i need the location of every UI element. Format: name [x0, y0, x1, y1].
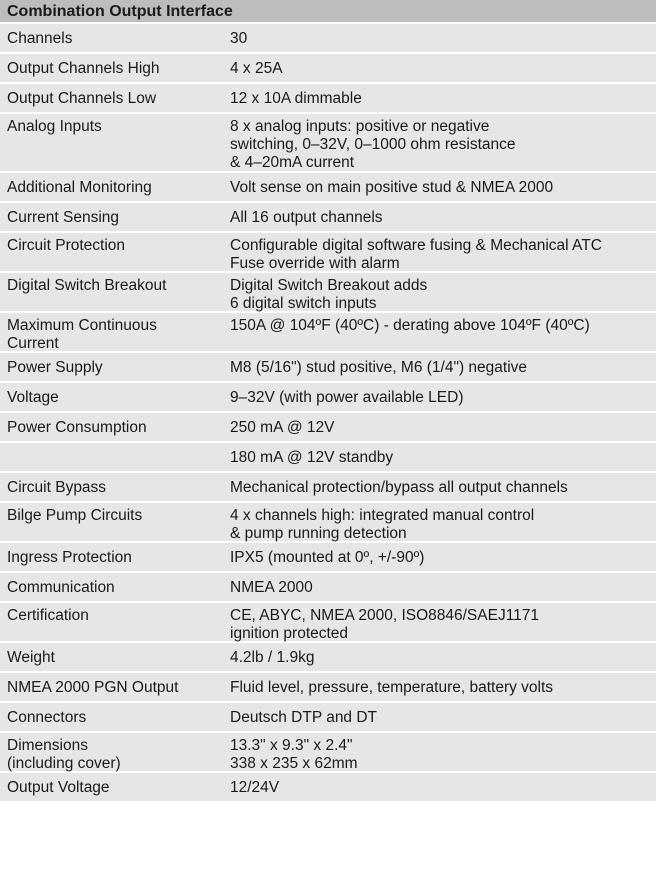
table-row [0, 673, 656, 703]
row-label: Weight [7, 649, 55, 666]
table-row [0, 24, 656, 54]
row-label: Analog Inputs [7, 118, 102, 135]
row-label: Channels [7, 30, 73, 47]
table-row [0, 703, 656, 733]
row-label: Bilge Pump Circuits [7, 507, 143, 524]
row-label: Dimensions (including cover) [7, 737, 121, 772]
row-value: 150A @ 104ºF (40ºC) - derating above 104ºF (40ºC) [230, 317, 590, 334]
row-value: 8 x analog inputs: positive or negative switching, 0–32V, 0–1000 ohm resistance & 4–20mA current [230, 118, 516, 171]
table-row [0, 84, 656, 114]
row-value: 30 [230, 30, 248, 47]
row-value: NMEA 2000 [230, 579, 313, 596]
row-value: 4 x 25A [230, 60, 283, 77]
row-label: Voltage [7, 389, 59, 406]
table-row [0, 573, 656, 603]
row-label: Current Sensing [7, 209, 120, 226]
row-value: Digital Switch Breakout adds 6 digital switch inputs [230, 277, 428, 312]
row-value: Mechanical protection/bypass all output channels [230, 479, 568, 496]
row-value: All 16 output channels [230, 209, 383, 226]
row-label: Circuit Bypass [7, 479, 107, 496]
table-row [0, 233, 656, 273]
row-label: Ingress Protection [7, 549, 132, 566]
table-row [0, 503, 656, 543]
row-label: Connectors [7, 709, 87, 726]
row-value: 12 x 10A dimmable [230, 90, 362, 107]
row-value: 12/24V [230, 779, 280, 796]
row-label: Power Supply [7, 359, 103, 376]
table-row [0, 173, 656, 203]
table-row [0, 353, 656, 383]
table-row [0, 473, 656, 503]
table-row [0, 114, 656, 173]
row-label: NMEA 2000 PGN Output [7, 679, 179, 696]
row-value: CE, ABYC, NMEA 2000, ISO8846/SAEJ1171 ignition protected [230, 607, 540, 642]
row-label: Circuit Protection [7, 237, 126, 254]
row-label: Output Channels Low [7, 90, 157, 107]
table-row [0, 643, 656, 673]
table-row [0, 413, 656, 443]
table-row [0, 203, 656, 233]
table-row [0, 603, 656, 643]
table-row [0, 54, 656, 84]
row-value: 13.3" x 9.3" x 2.4" 338 x 235 x 62mm [230, 737, 358, 772]
row-value: 180 mA @ 12V standby [230, 449, 394, 466]
row-value: 250 mA @ 12V [230, 419, 335, 436]
table-row [0, 273, 656, 313]
table-row [0, 443, 656, 473]
row-label: Maximum Continuous Current [7, 317, 157, 352]
row-label: Power Consumption [7, 419, 147, 436]
table-title: Combination Output Interface [0, 0, 656, 24]
row-label: Output Voltage [7, 779, 110, 796]
row-value: Fluid level, pressure, temperature, battery volts [230, 679, 554, 696]
row-value: Configurable digital software fusing & Mechanical ATC Fuse override with alarm [230, 237, 602, 272]
row-label: Communication [7, 579, 115, 596]
table-row [0, 313, 656, 353]
row-label: Output Channels High [7, 60, 160, 77]
row-value: Volt sense on main positive stud & NMEA 2000 [230, 179, 554, 196]
table-row [0, 773, 656, 803]
row-value: Deutsch DTP and DT [230, 709, 378, 726]
row-value: M8 (5/16") stud positive, M6 (1/4") negative [230, 359, 528, 376]
row-label: Digital Switch Breakout [7, 277, 167, 294]
table-row [0, 543, 656, 573]
row-label: Certification [7, 607, 89, 624]
table-row [0, 383, 656, 413]
row-value: IPX5 (mounted at 0º, +/-90º) [230, 549, 425, 566]
row-value: 4 x channels high: integrated manual control & pump running detection [230, 507, 535, 542]
table-row [0, 733, 656, 773]
row-value: 9–32V (with power available LED) [230, 389, 464, 406]
row-value: 4.2lb / 1.9kg [230, 649, 315, 666]
row-label: Additional Monitoring [7, 179, 152, 196]
row-label [0, 443, 222, 471]
